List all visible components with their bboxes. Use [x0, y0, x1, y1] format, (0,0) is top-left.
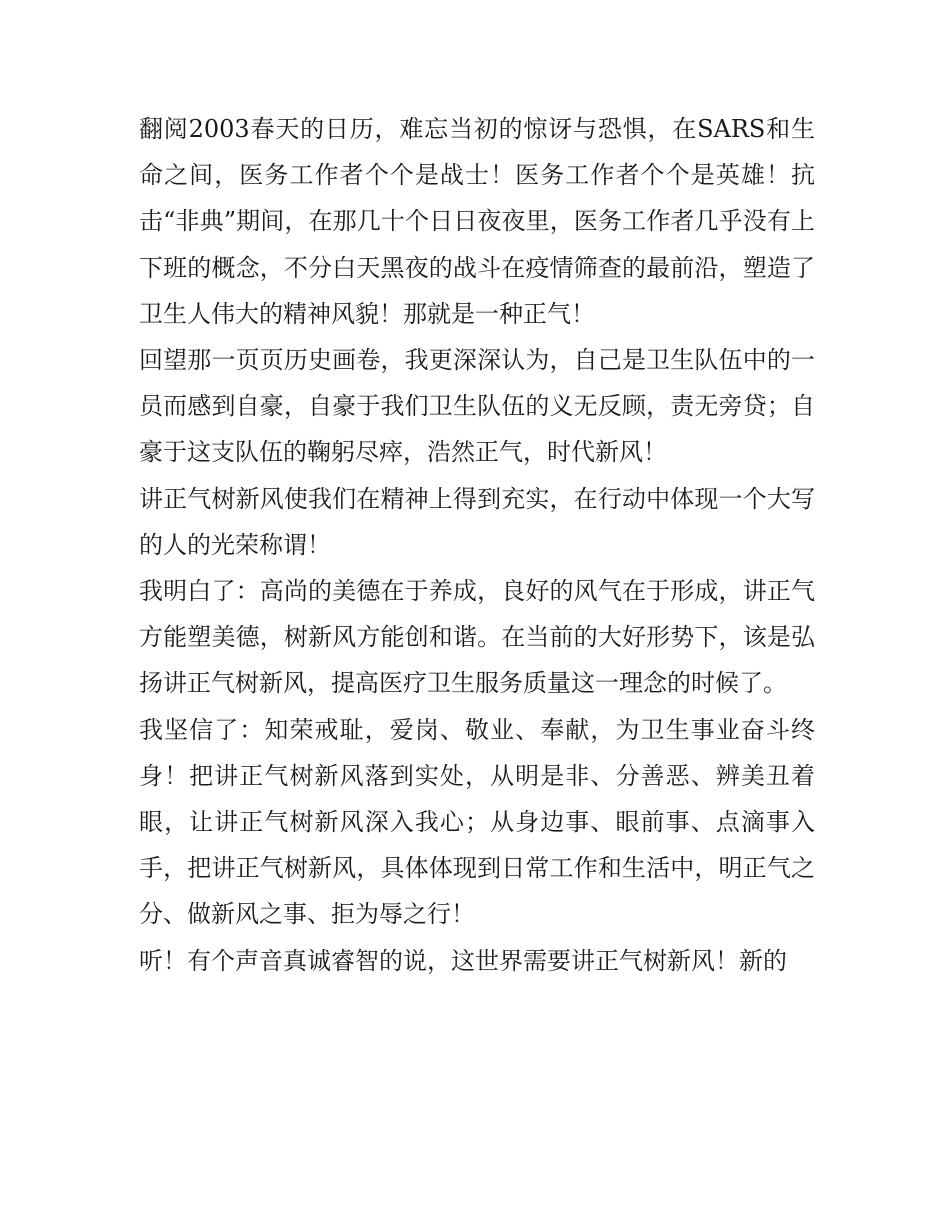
- paragraph-4: 我明白了：高尚的美德在于养成，良好的风气在于形成，讲正气方能塑美德，树新风方能创和谐。在当前的大好形势下，该是弘扬讲正气树新风，提高医疗卫生服务质量这一理念的时候了。: [139, 577, 815, 698]
- paragraph-1: 翻阅2003春天的日历，难忘当初的惊讶与恐惧，在SARS和生命之间，医务工作者个个是战士！医务工作者个个是英雄！抗击“非典”期间，在那几十个日日夜夜里，医务工作者几乎没有上下班的概念，不分白天黑夜的战斗在疫情筛查的最前沿，塑造了卫生人伟大的精神风貌！那就是一种正气！: [139, 115, 815, 328]
- paragraph-5: 我坚信了：知荣戒耻，爱岗、敬业、奉献，为卫生事业奋斗终身！把讲正气树新风落到实处，从明是非、分善恶、辨美丑着眼，让讲正气树新风深入我心；从身边事、眼前事、点滴事入手，把讲正气树新风，具体体现到日常工作和生活中，明正气之分、做新风之事、拒为辱之行！: [139, 715, 815, 929]
- document-body: [139, 106, 815, 984]
- paragraph-6: 听！有个声音真诚睿智的说，这世界需要讲正气树新风！新的: [139, 946, 787, 975]
- paragraph-3: 讲正气树新风使我们在精神上得到充实，在行动中体现一个大写的人的光荣称谓！: [139, 484, 815, 559]
- paragraph-2: 回望那一页页历史画卷，我更深深认为，自己是卫生队伍中的一员而感到自豪，自豪于我们卫生队伍的义无反顾，责无旁贷；自豪于这支队伍的鞠躬尽瘁，浩然正气，时代新风！: [139, 346, 815, 467]
